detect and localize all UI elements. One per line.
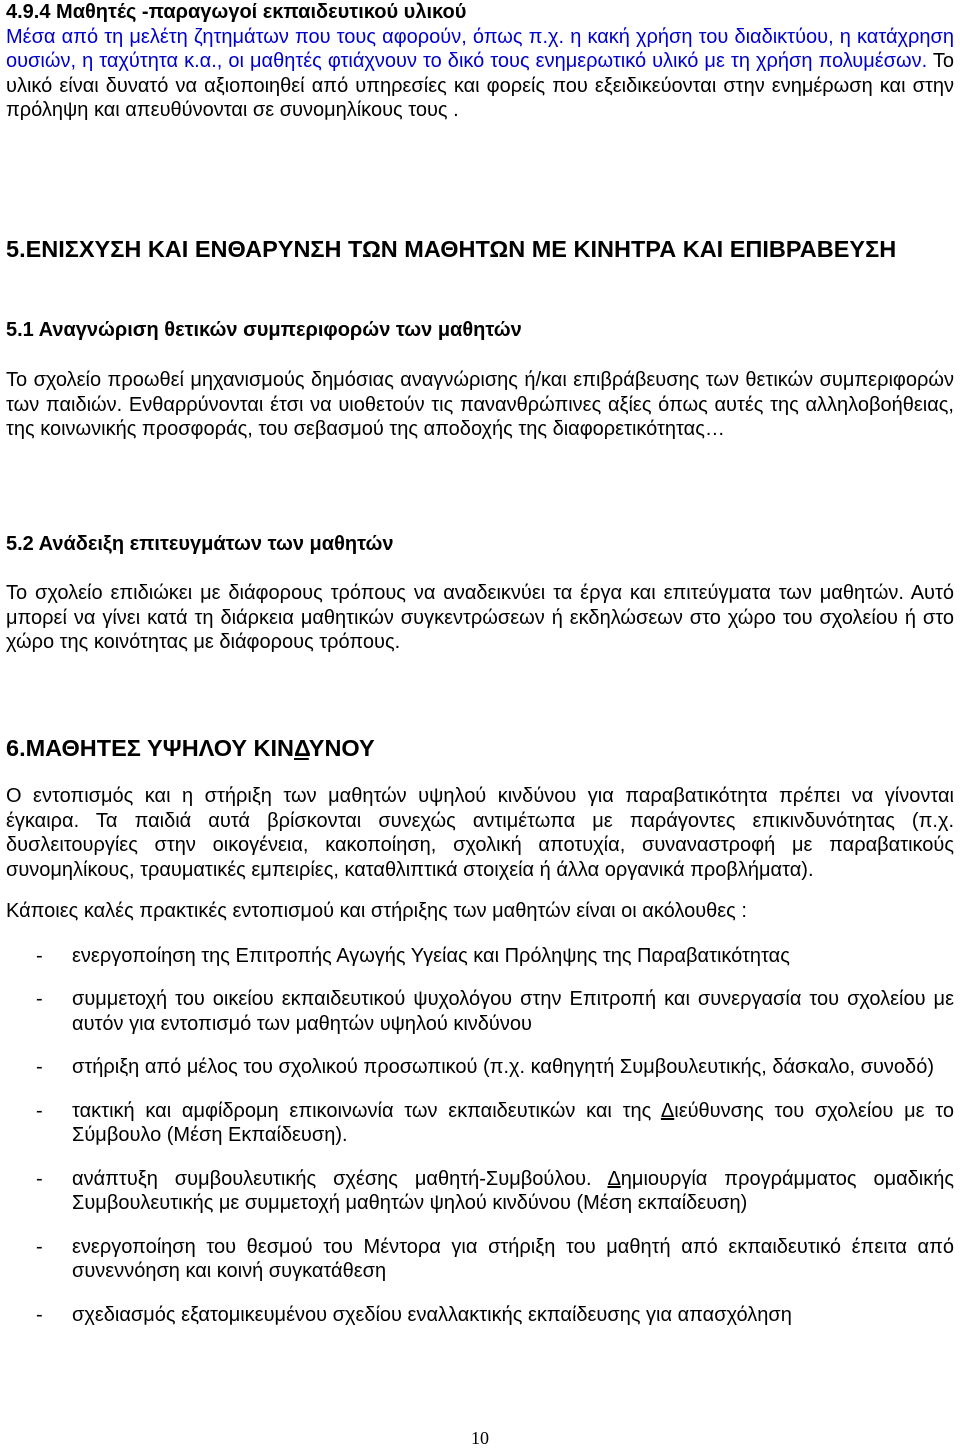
subsection-5-2 — [6, 532, 954, 655]
list-item — [6, 987, 954, 1036]
heading-text-b: ΥΝΟΥ — [308, 735, 375, 761]
page-number: 10 — [471, 1428, 489, 1448]
list-item — [6, 1055, 954, 1080]
list-dash: - — [36, 1235, 43, 1258]
list-dash: - — [36, 1056, 43, 1078]
paragraph: Κάποιες καλές πρακτικές εντοπισμού και στήριξης των μαθητών είναι οι ακόλουθες : — [6, 900, 747, 922]
list-item-text-rest: ιεύθυνσης του σχολείου με το Σύμβουλο (Μέση Εκπαίδευση). — [72, 1099, 954, 1146]
list-item-text-underlined: Δ — [607, 1167, 621, 1190]
list-item-text-rest: ημιουργία προγράμματος ομαδικής Συμβουλευτικής με συμμετοχή μαθητών ψηλού κινδύνου (Μέση εκπαίδευση) — [72, 1167, 954, 1214]
list-dash: - — [36, 1303, 43, 1326]
list-item-text: συμμετοχή του οικείου εκπαιδευτικού ψυχολόγου στην Επιτροπή και συνεργασία του σχολείου με αυτόν για εντοπισμό των μαθητών υψηλού κινδύνου — [72, 988, 954, 1035]
list-item-text: τακτική και αμφίδρομη επικοινωνία των εκπαιδευτικών και της — [72, 1099, 661, 1122]
section-5 — [6, 234, 954, 265]
section-6 — [6, 733, 954, 1327]
list-item-text: ανάπτυξη συμβουλευτικής σχέσης μαθητή-Συμβούλου. — [72, 1167, 608, 1190]
section-heading — [6, 733, 954, 764]
section-heading: 4.9.4 Μαθητές -παραγωγοί εκπαιδευτικού υλικού — [6, 1, 467, 23]
subsection-heading: 5.2 Ανάδειξη επιτευγμάτων των μαθητών — [6, 533, 394, 555]
paragraph-text: Το υλικό είναι δυνατό να αξιοποιηθεί από υπηρεσίες και φορείς που εξειδικεύονται στην ενημέρωση και στην πρόληψη και απευθύνονται σε συνομηλίκους τους . — [6, 50, 954, 121]
list-item-text: σχεδιασμός εξατομικευμένου σχεδίου εναλλακτικής εκπαίδευσης για απασχόληση — [72, 1303, 792, 1326]
list-item-text: ενεργοποίηση του θεσμού του Μέντορα για στήριξη του μαθητή από εκπαιδευτικό έπειτα από συνεννόηση και κοινή συγκατάθεση — [72, 1235, 954, 1282]
list-item — [6, 1167, 954, 1216]
list-item-text-underlined: Δ — [660, 1099, 675, 1122]
list-item — [6, 1303, 954, 1328]
list-dash: - — [36, 944, 43, 967]
list-dash: - — [36, 988, 43, 1010]
subsection-heading: 5.1 Αναγνώριση θετικών συμπεριφορών των μαθητών — [6, 319, 522, 341]
heading-text-underlined: Δ — [294, 735, 309, 761]
heading-text-a: 6.ΜΑΘΗΤΕΣ ΥΨΗΛΟΥ ΚΙΝ — [6, 735, 295, 761]
paragraph: Το σχολείο προωθεί μηχανισμούς δημόσιας αναγνώρισης ή/και επιβράβευσης των θετικών συμπεριφορών των παιδιών. Ενθαρρύνονται έτσι να υιοθετούν τις πανανθρώπινες αξίες όπως αυτές της αλληλοβοήθειας, της κοινωνικής προσφοράς, του σεβασμού της αποδοχής της διαφορετικότητας… — [6, 369, 954, 440]
list-item — [6, 1235, 954, 1284]
section-4-9-4 — [6, 0, 954, 123]
list-item-text: ενεργοποίηση της Επιτροπής Αγωγής Υγείας και Πρόληψης της Παραβατικότητας — [72, 944, 790, 967]
paragraph — [6, 25, 954, 123]
list-item — [6, 1099, 954, 1148]
paragraph: Το σχολείο επιδιώκει με διάφορους τρόπους να αναδεικνύει τα έργα και επιτεύγματα των μαθητών. Αυτό μπορεί να γίνει κατά τη διάρκεια μαθητικών συγκεντρώσεων ή εκδηλώσεων στο χώρο του σχολείου ή στο χώρο της κοινότητας με διάφορους τρόπους. — [6, 582, 954, 653]
section-heading: 5.ΕΝΙΣΧΥΣΗ ΚΑΙ ΕΝΘΑΡΥΝΣΗ ΤΩΝ ΜΑΘΗΤΩΝ ΜΕ ΚΙΝΗΤΡΑ ΚΑΙ ΕΠΙΒΡΑΒΕΥΣΗ — [6, 236, 897, 262]
list-item-text: στήριξη από μέλος του σχολικού προσωπικού (π.χ. καθηγητή Συμβουλευτικής, δάσκαλο, συνοδό) — [72, 1056, 934, 1078]
linked-text[interactable]: Μέσα από τη μελέτη ζητημάτων που τους αφορούν, όπως π.χ. η κακή χρήση του διαδικτύου, η κατάχρηση ουσιών, η ταχύτητα κ.α., οι μαθητές φτιάχνουν το δικό τους ενημερωτικό υλικό με τη χρήση πολυμέσων. — [6, 25, 954, 72]
paragraph: Ο εντοπισμός και η στήριξη των μαθητών υψηλού κινδύνου για παραβατικότητα πρέπει να γίνονται έγκαιρα. Τα παιδιά αυτά βρίσκονται συνεχώς αντιμέτωπα με παράγοντες επικινδυνότητας (π.χ. δυσλειτουργίες στην οικογένεια, κακοποίηση, σχολική αποτυχία, συναναστροφή με παραβατικούς συνομηλίκους, τραυματικές εμπειρίες, καταθλιπτικά στοιχεία ή άλλα οργανικά προβλήματα). — [6, 785, 954, 881]
list-dash: - — [36, 1167, 43, 1190]
subsection-5-1 — [6, 318, 954, 442]
list-dash: - — [36, 1099, 43, 1122]
list-item — [6, 944, 954, 969]
practices-list — [6, 944, 954, 1328]
